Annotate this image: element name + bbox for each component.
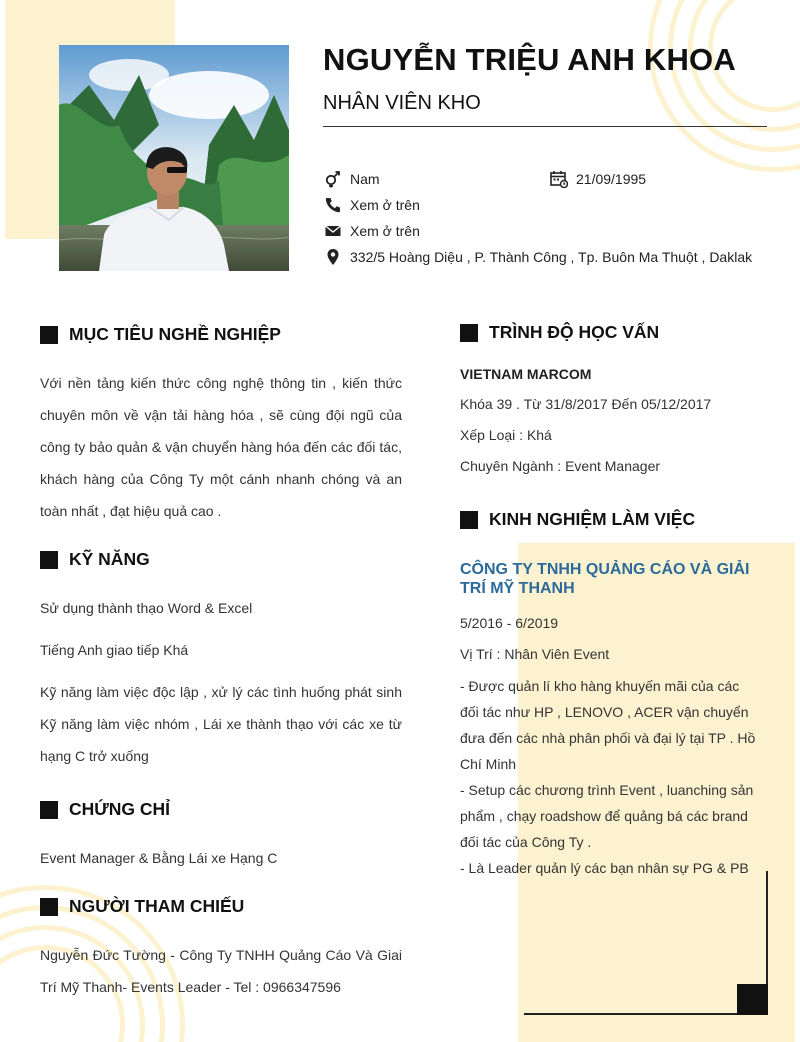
address-row: [324, 248, 752, 266]
phone-icon: [324, 196, 342, 214]
candidate-name: NGUYỄN TRIỆU ANH KHOA: [323, 42, 736, 77]
gender-row: [324, 170, 380, 188]
section-marker: [40, 801, 58, 819]
duty-item: - Được quản lí kho hàng khuyến mãi của các đối tác như HP , LENOVO , ACER vận chuyển đưa đến các nhà phân phối và đại lý tại TP . Hồ Chí Minh: [460, 678, 756, 772]
decor-corner-square: [737, 984, 768, 1015]
education-heading: [460, 322, 659, 343]
certificate-text: Event Manager & Bằng Lái xe Hạng C: [40, 850, 278, 866]
job-title: NHÂN VIÊN KHO: [323, 92, 481, 114]
course-dates: Khóa 39 . Từ 31/8/2017 Đến 05/12/2017: [460, 396, 712, 412]
skill-item: Sử dụng thành thạo Word & Excel: [40, 600, 253, 616]
section-marker: [40, 551, 58, 569]
birthday-value: 21/09/1995: [576, 171, 647, 187]
objective-heading: [40, 324, 281, 345]
education-title: TRÌNH ĐỘ HỌC VẤN: [489, 322, 660, 342]
decor-frame-line: [524, 1013, 768, 1015]
objective-title: MỤC TIÊU NGHỀ NGHIỆP: [69, 324, 281, 344]
skill-item: Kỹ năng làm việc độc lập , xử lý các tình huống phát sinh Kỹ năng làm việc nhóm , Lái xe thành thạo với các xe từ hạng C trở xuống: [40, 684, 402, 764]
objective-text: Với nền tảng kiến thức công nghệ thông tin , kiến thức chuyên môn về vận tải hàng hóa , sẽ cùng đội ngũ của công ty bảo quản & vận chuyển hàng hóa đến các đối tác, khách hàng của Công Ty một cánh nhanh chóng và an toàn nhất , đạt hiệu quả cao .: [40, 375, 402, 519]
major: Chuyên Ngành : Event Manager: [460, 458, 661, 474]
birthday-row: [550, 170, 646, 188]
address-value: 332/5 Hoàng Diệu , P. Thành Công , Tp. Buôn Ma Thuột , Daklak: [350, 249, 753, 265]
section-marker: [460, 324, 478, 342]
calendar-icon: [550, 170, 568, 188]
references-title: NGƯỜI THAM CHIẾU: [69, 896, 245, 916]
certificates-heading: [40, 799, 170, 820]
skills-title: KỸ NĂNG: [69, 549, 150, 569]
grade: Xếp Loại : Khá: [460, 427, 552, 443]
duty-item: - Setup các chương trình Event , luanching sản phẩm , chạy roadshow để quảng bá các brand đối tác của Công Ty .: [460, 782, 754, 850]
email-row: [324, 222, 420, 240]
reference-text: Nguyễn Đức Tường - Công Ty TNHH Quảng Cáo Và Giai Trí Mỹ Thanh- Events Leader - Tel : 0966347596: [40, 947, 402, 995]
phone-value: Xem ở trên: [350, 197, 420, 213]
phone-row: [324, 196, 420, 214]
company-name: CÔNG TY TNHH QUẢNG CÁO VÀ GIẢI TRÍ MỸ THANH: [460, 561, 750, 597]
experience-title: KINH NGHIỆM LÀM VIỆC: [489, 509, 696, 529]
section-marker: [40, 326, 58, 344]
school-name: VIETNAM MARCOM: [460, 366, 592, 382]
location-icon: [324, 248, 342, 266]
section-marker: [40, 898, 58, 916]
gender-icon: [324, 170, 342, 188]
duty-item: - Là Leader quản lý các bạn nhân sự PG & PB: [460, 860, 749, 876]
skill-item: Tiếng Anh giao tiếp Khá: [40, 642, 189, 658]
certificates-title: CHỨNG CHỈ: [69, 799, 171, 819]
profile-photo: [59, 45, 289, 271]
mail-icon: [324, 222, 342, 240]
gender-value: Nam: [350, 171, 380, 187]
section-marker: [460, 511, 478, 529]
duties-list: [460, 673, 760, 881]
work-period: 5/2016 - 6/2019: [460, 615, 559, 631]
email-value: Xem ở trên: [350, 223, 420, 239]
skills-heading: [40, 549, 150, 570]
header-divider: [323, 126, 767, 127]
experience-heading: [460, 509, 695, 530]
references-heading: [40, 896, 244, 917]
work-position: Vị Trí : Nhân Viên Event: [460, 646, 610, 662]
